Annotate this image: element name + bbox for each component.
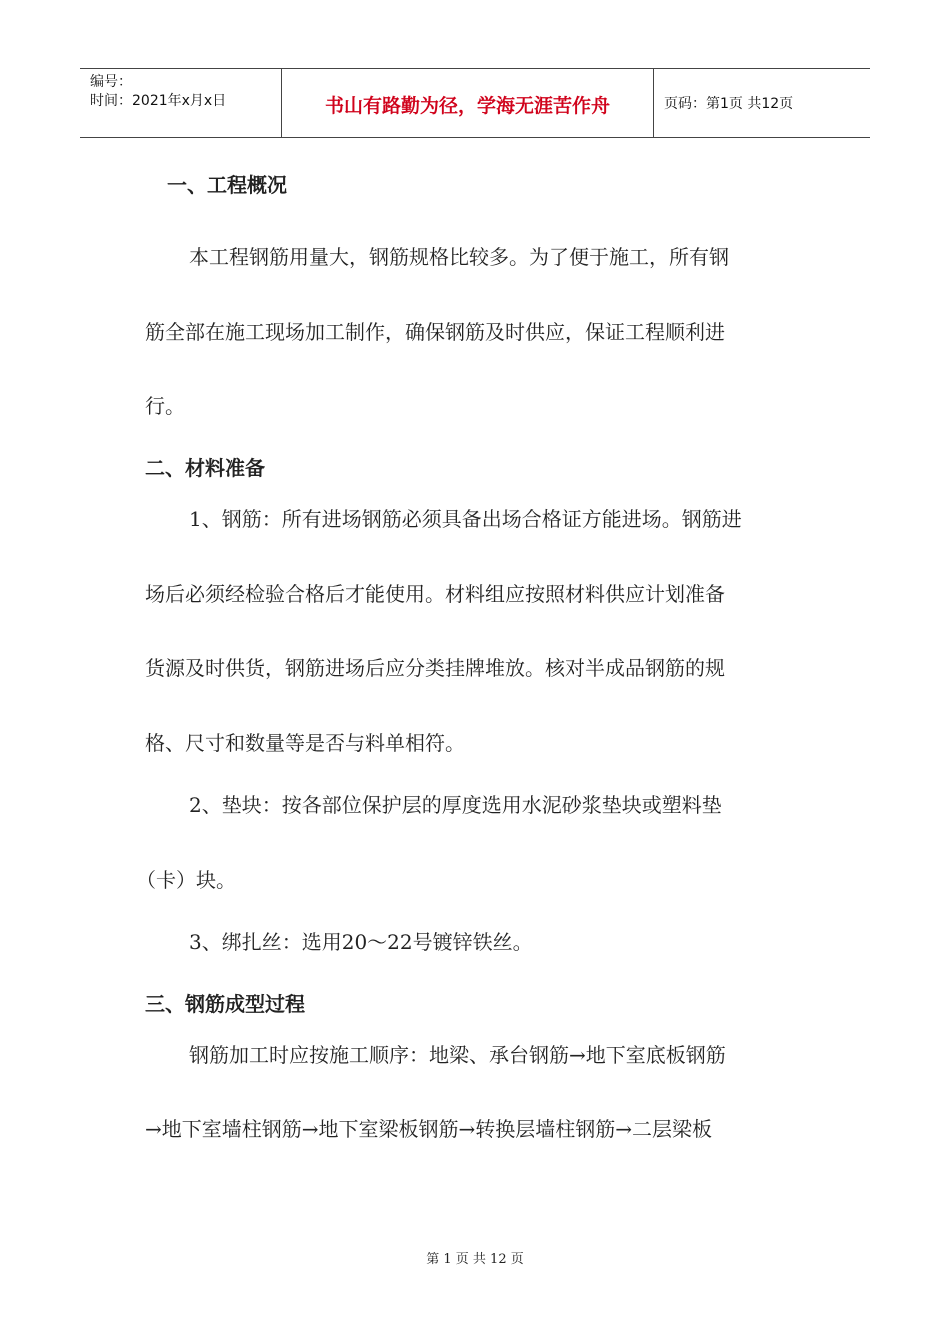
paragraph-line: 2、垫块：按各部位保护层的厚度选用水泥砂浆垫块或塑料垫 [189, 793, 722, 817]
page-info-text: 页码：第1页 共12页 [664, 96, 794, 112]
header-meta-cell [80, 69, 282, 137]
paragraph-line: 货源及时供货，钢筋进场后应分类挂牌堆放。核对半成品钢筋的规 [145, 656, 725, 680]
paragraph-line: 本工程钢筋用量大，钢筋规格比较多。为了便于施工，所有钢 [189, 245, 729, 269]
paragraph-line: 场后必须经检验合格后才能使用。材料组应按照材料供应计划准备 [145, 582, 725, 606]
serial-number-label: 编号： [90, 74, 132, 90]
paragraph-line: 3、绑扎丝：选用20～22号镀锌铁丝。 [189, 930, 533, 954]
header-table [80, 68, 870, 138]
page-info-cell [654, 69, 870, 137]
paragraph-line: 行。 [145, 394, 185, 418]
time-label: 时间：2021年x月x日 [90, 93, 227, 109]
page-footer: 第 1 页 共 12 页 [426, 1252, 524, 1267]
motto-cell [282, 69, 654, 137]
section-heading-materials: 二、材料准备 [145, 456, 265, 480]
paragraph-line: 格、尺寸和数量等是否与料单相符。 [145, 731, 465, 755]
paragraph-line: 钢筋加工时应按施工顺序：地梁、承台钢筋→地下室底板钢筋 [189, 1043, 726, 1067]
paragraph-line: 1、钢筋：所有进场钢筋必须具备出场合格证方能进场。钢筋进 [189, 507, 742, 531]
section-heading-overview: 一、工程概况 [167, 173, 287, 197]
paragraph-line: 筋全部在施工现场加工制作，确保钢筋及时供应，保证工程顺利进 [145, 320, 725, 344]
paragraph-line: （卡）块。 [136, 868, 236, 892]
motto-text: 书山有路勤为径，学海无涯苦作舟 [324, 94, 610, 117]
paragraph-line: →地下室墙柱钢筋→地下室梁板钢筋→转换层墙柱钢筋→二层梁板 [145, 1117, 713, 1141]
section-heading-forming: 三、钢筋成型过程 [145, 992, 305, 1016]
